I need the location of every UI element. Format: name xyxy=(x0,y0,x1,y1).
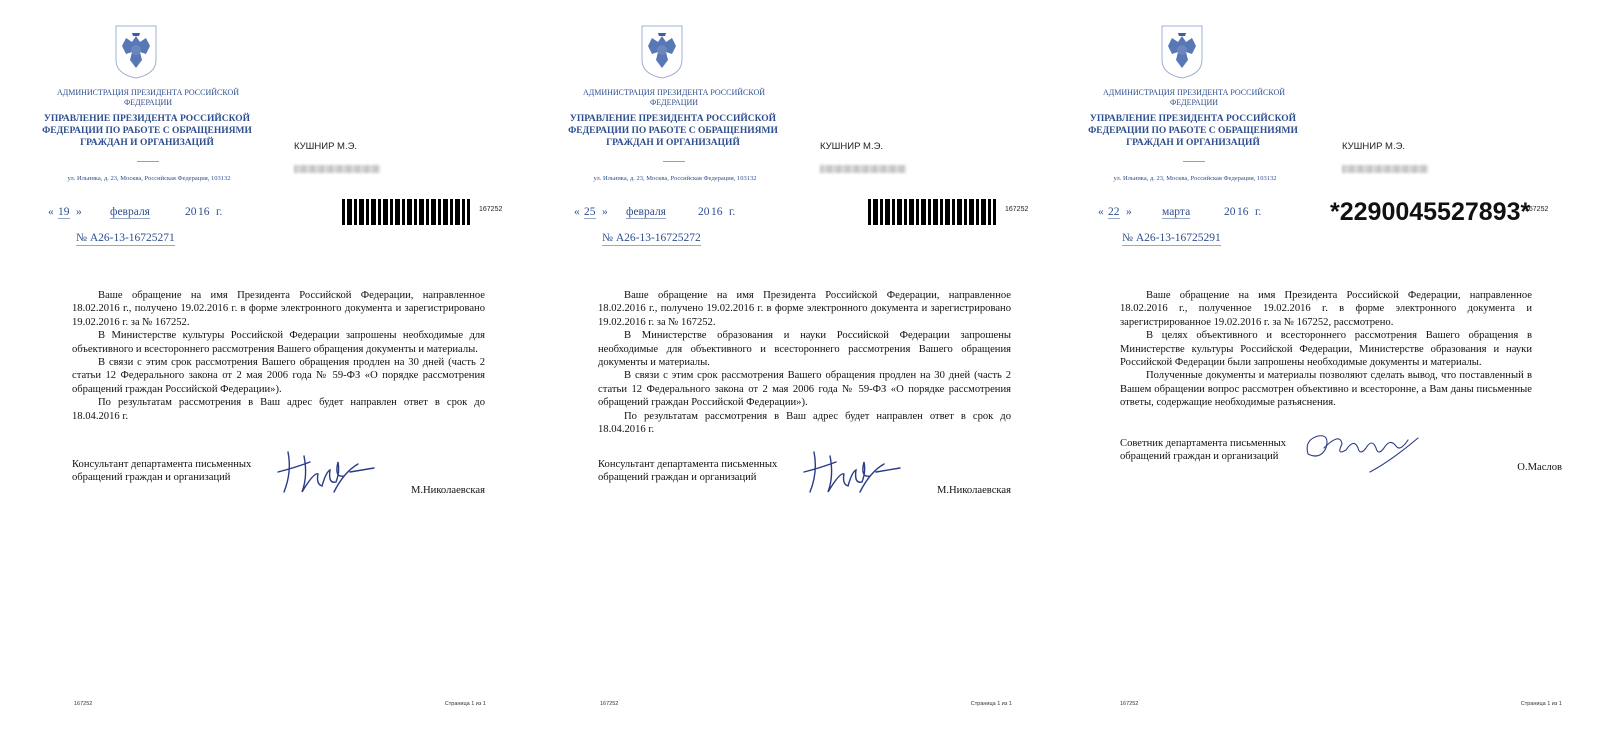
date-year-suffix: 16 xyxy=(1237,206,1249,218)
registration-number: № А26-13-16725272 xyxy=(602,232,701,244)
body-paragraph: По результатам рассмотрения в Ваш адрес будет направлен ответ в срок до 18.04.2016 г. xyxy=(598,410,1011,436)
recipient-address-redacted xyxy=(1342,165,1428,173)
date-month: февраля xyxy=(110,206,150,218)
signer-name: М.Николаевская xyxy=(410,485,485,496)
body-paragraph: По результатам рассмотрения в Ваш адрес будет направлен ответ в срок до 18.04.2016 г. xyxy=(72,397,485,422)
divider xyxy=(663,161,685,162)
barcode-icon xyxy=(868,199,996,225)
date-month: марта xyxy=(1162,206,1191,218)
date-day: 19 xyxy=(58,206,70,218)
body-paragraph: Ваше обращение на имя Президента Российской Федерации, направленное 18.02.2016 г., полученное 19.02.2016 г. в форме электронного документа и зарегистрированное 19.02.2016 г. за № 167252, рассмотрено. xyxy=(1120,290,1532,328)
registration-number: № А26-13-16725291 xyxy=(1122,232,1221,244)
body-paragraph: Ваше обращение на имя Президента Российской Федерации, направленное 18.02.2016 г., получено 19.02.2016 г. в форме электронного документа и зарегистрировано 19.02.2016 г. за № 167252. xyxy=(598,290,1011,328)
date-year-prefix: 20 xyxy=(185,206,197,218)
department-title: УПРАВЛЕНИЕ ПРЕЗИДЕНТА РОССИЙСКОЙ ФЕДЕРАЦИИ ПО РАБОТЕ С ОБРАЩЕНИЯМИ ГРАЖДАН И ОРГАНИЗАЦИЙ xyxy=(568,114,778,148)
department-title: УПРАВЛЕНИЕ ПРЕЗИДЕНТА РОССИЙСКОЙ ФЕДЕРАЦИИ ПО РАБОТЕ С ОБРАЩЕНИЯМИ ГРАЖДАН И ОРГАНИЗАЦИЙ xyxy=(42,114,252,148)
registration-number: № А26-13-16725271 xyxy=(76,232,175,244)
date-quote-close: » xyxy=(602,206,608,218)
date-year-mark: г. xyxy=(729,206,736,218)
date-month: февраля xyxy=(626,206,666,218)
date-year-suffix: 16 xyxy=(711,206,723,218)
date-day: 25 xyxy=(584,206,596,218)
date-year-prefix: 20 xyxy=(1224,206,1236,218)
signer-title: Советник департамента письменных обращений граждан и организаций xyxy=(1120,438,1287,463)
body-paragraph: Полученные документы и материалы позволяют сделать вывод, что поставленный в Вашем обращении вопрос рассмотрен объективно и всесторонне, а Вам даны письменные ответы, содержащие необходимые разъяснения. xyxy=(1120,370,1532,409)
signature-icon xyxy=(800,442,910,498)
date-day: 22 xyxy=(1108,206,1120,218)
recipient-name: КУШНИР М.Э. xyxy=(294,141,358,152)
date-year-mark: г. xyxy=(216,206,223,218)
date-quote-open: « xyxy=(1098,206,1104,218)
body-paragraph: В связи с этим срок рассмотрения Вашего обращения продлен на 30 дней (часть 2 статьи 12 Федерального закона от 2 мая 2006 года № 59-ФЗ «О порядке рассмотрения обращений граждан Российской Федерации»). xyxy=(72,357,485,395)
date-quote-open: « xyxy=(48,206,54,218)
letter-3 xyxy=(1090,0,1600,754)
date-year-mark: г. xyxy=(1255,206,1262,218)
divider xyxy=(1183,161,1205,162)
administration-label: АДМИНИСТРАЦИЯ ПРЕЗИДЕНТА РОССИЙСКОЙ ФЕДЕРАЦИИ xyxy=(1102,88,1286,107)
department-title: УПРАВЛЕНИЕ ПРЕЗИДЕНТА РОССИЙСКОЙ ФЕДЕРАЦИИ ПО РАБОТЕ С ОБРАЩЕНИЯМИ ГРАЖДАН И ОРГАНИЗАЦИЙ xyxy=(1088,114,1298,148)
address: ул. Ильинка, д. 23, Москва, Российская Федерация, 103132 xyxy=(1113,175,1277,182)
date-quote-open: « xyxy=(574,206,580,218)
address: ул. Ильинка, д. 23, Москва, Российская Федерация, 103132 xyxy=(67,175,231,182)
recipient-address-redacted xyxy=(820,165,906,173)
reference-number: 167252 xyxy=(1005,206,1029,213)
footer-page-number: Страница 1 из 1 xyxy=(1520,701,1562,707)
date-quote-close: » xyxy=(76,206,82,218)
footer-page-number: Страница 1 из 1 xyxy=(970,701,1012,707)
reference-number: 167252 xyxy=(1525,206,1549,213)
body-paragraph: В связи с этим срок рассмотрения Вашего обращения продлен на 30 дней (часть 2 статьи 12 Федерального закона от 2 мая 2006 года № 59-ФЗ «О порядке рассмотрения обращений граждан Российской Федерации»). xyxy=(598,370,1011,409)
barcode-text: *2290045527893* xyxy=(1330,198,1531,226)
letter-body xyxy=(72,289,485,423)
emblem-icon xyxy=(638,24,686,80)
recipient-address-redacted xyxy=(294,165,380,173)
letter-body xyxy=(598,289,1011,436)
date-year-prefix: 20 xyxy=(698,206,710,218)
emblem-icon xyxy=(1158,24,1206,80)
signer-title: Консультант департамента письменных обращений граждан и организаций xyxy=(598,459,778,484)
body-paragraph: Ваше обращение на имя Президента Российской Федерации, направленное 18.02.2016 г., получено 19.02.2016 г. в форме электронного документа и зарегистрировано 19.02.2016 г. за № 167252. xyxy=(72,290,485,328)
date-year-suffix: 16 xyxy=(198,206,210,218)
body-paragraph: В Министерстве образования и науки Российской Федерации запрошены необходимые для объективного и всестороннего рассмотрения Вашего обращения документы и материалы. xyxy=(598,330,1011,369)
footer-reference: 167252 xyxy=(600,701,619,707)
administration-label: АДМИНИСТРАЦИЯ ПРЕЗИДЕНТА РОССИЙСКОЙ ФЕДЕРАЦИИ xyxy=(582,88,766,107)
letter-1 xyxy=(24,0,544,754)
recipient-name: КУШНИР М.Э. xyxy=(820,141,884,152)
signature-icon xyxy=(274,442,384,498)
body-paragraph: В целях объективного и всестороннего рассмотрения Вашего обращения в Министерстве культуры Российской Федерации, Министерстве образования и науки Российской Федерации были запрошены необходимые документы и материалы. xyxy=(1120,330,1532,369)
signer-title: Консультант департамента письменных обращений граждан и организаций xyxy=(72,459,252,484)
footer-reference: 167252 xyxy=(74,701,93,707)
footer-page-number: Страница 1 из 1 xyxy=(444,701,486,707)
signature-icon xyxy=(1300,426,1430,476)
footer-reference: 167252 xyxy=(1120,701,1139,707)
address: ул. Ильинка, д. 23, Москва, Российская Федерация, 103132 xyxy=(593,175,757,182)
barcode-icon xyxy=(342,199,470,225)
administration-label: АДМИНИСТРАЦИЯ ПРЕЗИДЕНТА РОССИЙСКОЙ ФЕДЕРАЦИИ xyxy=(56,88,240,107)
letter-body xyxy=(1120,289,1532,410)
body-paragraph: В Министерстве культуры Российской Федерации запрошены необходимые для объективного и всестороннего рассмотрения Вашего обращения документы и материалы. xyxy=(72,330,485,355)
signer-name: О.Маслов xyxy=(1517,462,1562,473)
signer-name: М.Николаевская xyxy=(936,485,1011,496)
letter-2 xyxy=(550,0,1070,754)
reference-number: 167252 xyxy=(479,206,503,213)
date-quote-close: » xyxy=(1126,206,1132,218)
recipient-name: КУШНИР М.Э. xyxy=(1342,141,1406,152)
divider xyxy=(137,161,159,162)
emblem-icon xyxy=(112,24,160,80)
